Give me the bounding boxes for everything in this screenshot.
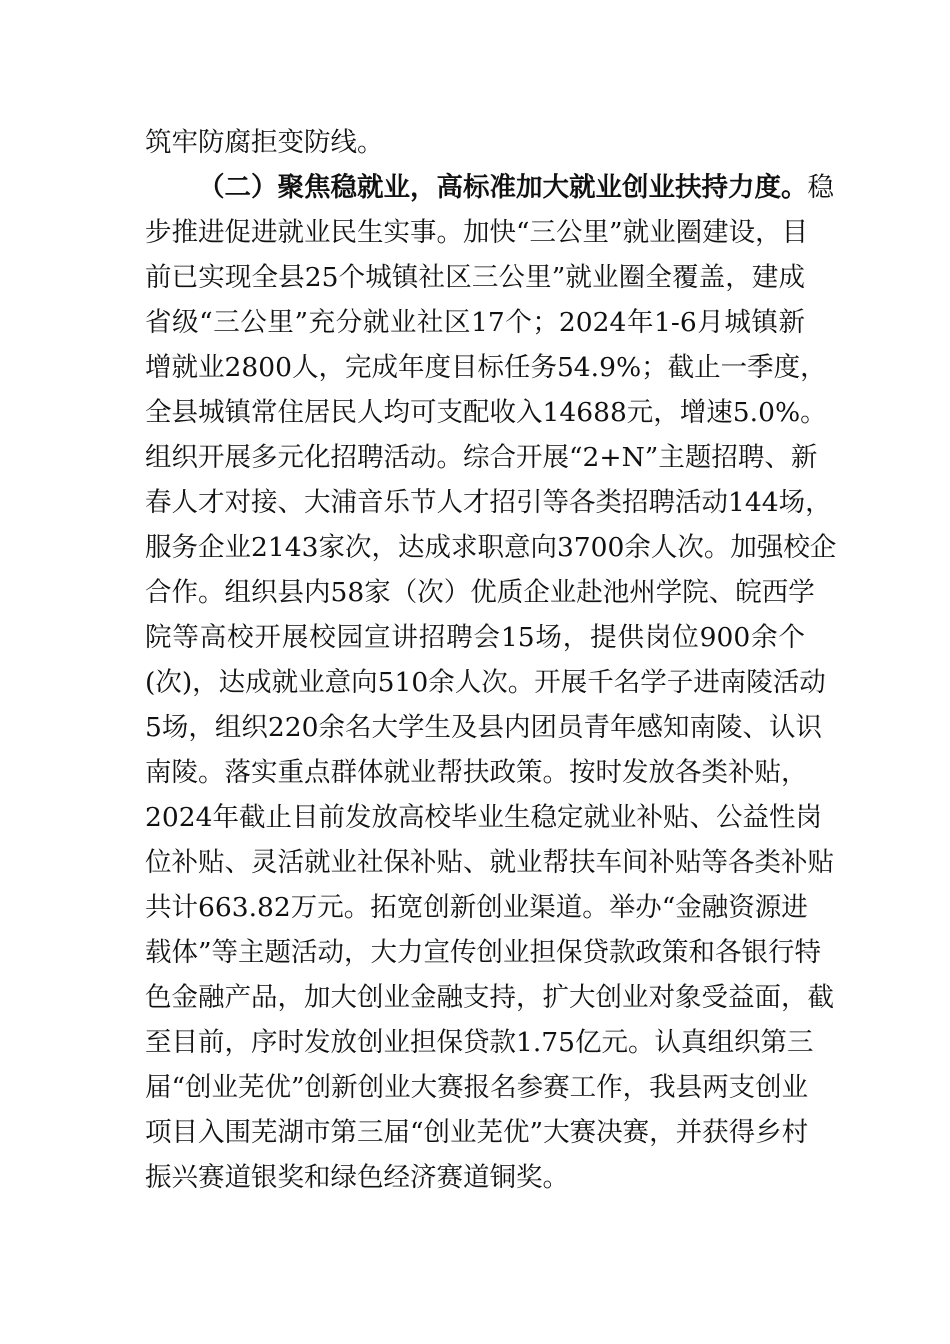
paragraph-line [145,300,805,345]
body-text [145,120,837,1200]
paragraph-line [145,930,822,975]
line-text: 南陵。落实重点群体就业帮扶政策。按时发放各类补贴， [145,757,808,788]
paragraph-line [145,480,832,525]
paragraph-line [145,975,834,1020]
paragraph-line [145,435,818,480]
line-text: 至目前，序时发放创业担保贷款1.75亿元。认真组织第三 [145,1027,814,1058]
line-text: 色金融产品，加大创业金融支持，扩大创业对象受益面，截 [145,982,834,1013]
paragraph-line [145,840,834,885]
paragraph-line [145,750,808,795]
paragraph-line [145,1110,809,1155]
line-text: 届“创业芜优”创新创业大赛报名参赛工作，我县两支创业 [145,1072,809,1103]
line-text: 筑牢防腐拒变防线。 [145,127,384,158]
line-text: 院等高校开展校园宣讲招聘会15场，提供岗位900余个 [145,622,805,653]
paragraph-line [145,885,808,930]
paragraph-line [145,1020,814,1065]
line-text: 前已实现全县25个城镇社区三公里”就业圈全覆盖，建成 [145,262,805,293]
line-text: 合作。组织县内58家（次）优质企业赴池州学院、皖西学 [145,577,815,608]
heading-text: （二）聚焦稳就业，高标准加大就业创业扶持力度。 [198,172,808,203]
line-text: 位补贴、灵活就业社保补贴、就业帮扶车间补贴等各类补贴 [145,847,834,878]
line-text: 振兴赛道银奖和绿色经济赛道铜奖。 [145,1162,569,1193]
line-text: 2024年截止目前发放高校毕业生稳定就业补贴、公益性岗 [145,802,822,833]
line-text: 共计663.82万元。拓宽创新创业渠道。举办“金融资源进 [145,892,808,923]
line-text: 稳 [807,172,834,203]
paragraph-line [145,390,827,435]
line-text: 组织开展多元化招聘活动。综合开展“2+N”主题招聘、新 [145,442,818,473]
paragraph-line [145,570,815,615]
line-text: (次)，达成就业意向510余人次。开展千名学子进南陵活动 [145,667,826,698]
paragraph-line [145,660,826,705]
line-text: 步推进促进就业民生实事。加快“三公里”就业圈建设，目 [145,217,809,248]
paragraph-line [145,1065,809,1110]
paragraph-line [145,705,822,750]
line-text: 载体”等主题活动，大力宣传创业担保贷款政策和各银行特 [145,937,822,968]
paragraph-line [145,615,805,660]
line-text: 服务企业2143家次，达成求职意向3700余人次。加强校企 [145,532,837,563]
line-text: 项目入围芜湖市第三届“创业芜优”大赛决赛，并获得乡村 [145,1117,809,1148]
line-text: 春人才对接、大浦音乐节人才招引等各类招聘活动144场， [145,487,832,518]
paragraph-line [145,120,805,165]
line-text: 全县城镇常住居民人均可支配收入14688元，增速5.0%。 [145,397,827,428]
paragraph-line [145,795,822,840]
section-heading-line [145,165,834,210]
paragraph-line [145,210,809,255]
paragraph-line [145,1155,805,1200]
paragraph-line [145,345,827,390]
paragraph-line [145,255,805,300]
line-text: 增就业2800人，完成年度目标任务54.9%；截止一季度， [145,352,827,383]
line-text: 5场，组织220余名大学生及县内团员青年感知南陵、认识 [145,712,822,743]
line-text: 省级“三公里”充分就业社区17个；2024年1-6月城镇新 [145,307,805,338]
paragraph-line [145,525,837,570]
